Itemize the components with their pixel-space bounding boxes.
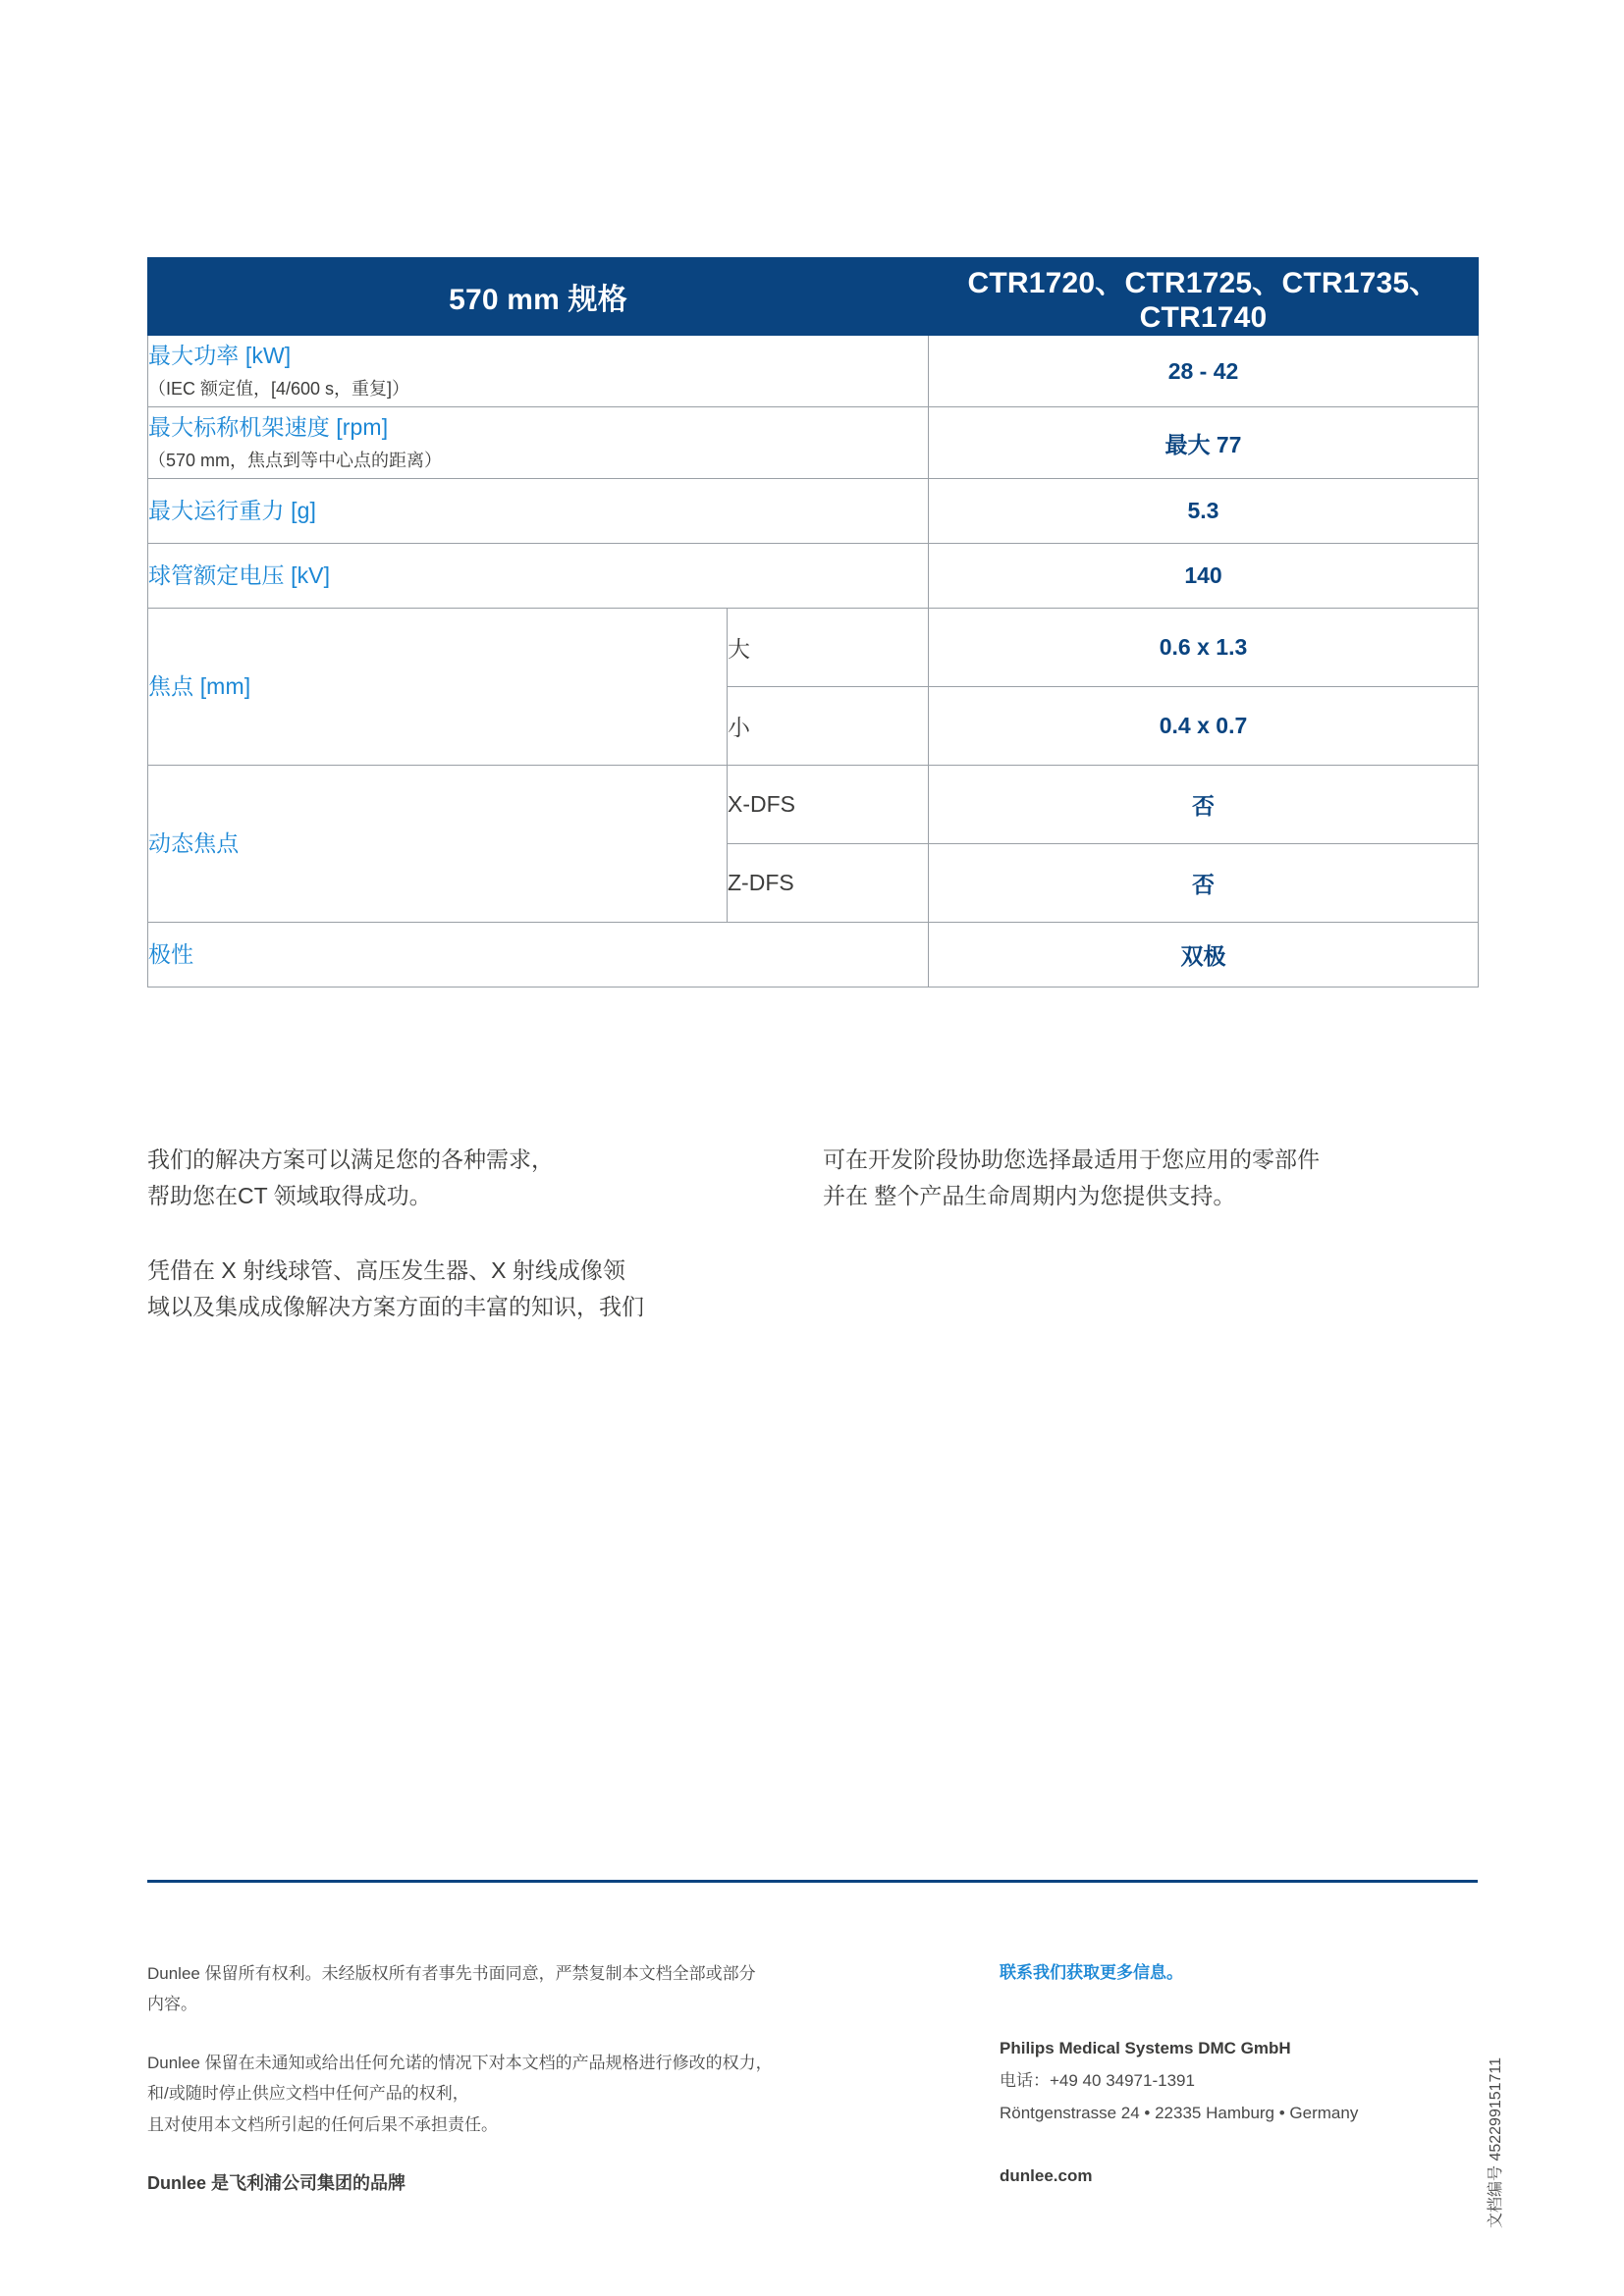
row-label: 球管额定电压 [kV] xyxy=(148,561,331,588)
table-row xyxy=(148,544,1479,609)
body-paragraph: 我们的解决方案可以满足您的各种需求， 帮助您在CT 领域取得成功。 xyxy=(147,1147,554,1209)
body-column-left xyxy=(147,1142,776,1325)
subrow-label: 大 xyxy=(728,609,929,687)
row-label-cell xyxy=(148,479,929,544)
table-row xyxy=(148,407,1479,479)
website-link[interactable]: dunlee.com xyxy=(1000,2165,1093,2185)
row-value: 5.3 xyxy=(929,479,1479,544)
row-sublabel: （IEC 额定值，[4/600 s，重复]） xyxy=(148,378,410,399)
row-value: 最大 77 xyxy=(929,407,1479,479)
address: Röntgenstrasse 24 • 22335 Hamburg • Germany xyxy=(1000,2104,1359,2123)
footer-contact xyxy=(1000,1956,1471,2192)
footer-divider xyxy=(147,1880,1478,1883)
specification-table xyxy=(147,257,1479,988)
contact-heading: 联系我们获取更多信息。 xyxy=(1000,1963,1183,1982)
row-label: 极性 xyxy=(148,940,194,967)
row-label-cell xyxy=(148,923,929,988)
row-label-cell xyxy=(148,336,929,407)
company-name: Philips Medical Systems DMC GmbH xyxy=(1000,2039,1291,2058)
phone-number: 电话：+49 40 34971-1391 xyxy=(1000,2071,1195,2091)
table-row xyxy=(148,336,1479,407)
header-label-column: 570 mm 规格 xyxy=(148,258,929,336)
brand-statement: Dunlee 是飞利浦公司集团的品牌 xyxy=(147,2173,406,2194)
legal-paragraph: Dunlee 保留所有权利。未经版权所有者事先书面同意，严禁复制本文档全部或部分 内容。 xyxy=(147,1964,756,2014)
subrow-label: X-DFS xyxy=(728,766,929,844)
subrow-value: 0.4 x 0.7 xyxy=(929,687,1479,766)
header-value-column: CTR1720、CTR1725、CTR1735、CTR1740 xyxy=(929,258,1479,336)
row-label-cell xyxy=(148,544,929,609)
row-label: 最大功率 [kW] xyxy=(148,343,292,369)
body-column-right xyxy=(823,1142,1461,1215)
subrow-value: 否 xyxy=(929,766,1479,844)
subrow-label: 小 xyxy=(728,687,929,766)
group-label: 焦点 [mm] xyxy=(148,672,251,699)
table-row xyxy=(148,609,1479,687)
subrow-value: 0.6 x 1.3 xyxy=(929,609,1479,687)
row-label-cell xyxy=(148,407,929,479)
table-row xyxy=(148,923,1479,988)
group-label: 动态焦点 xyxy=(148,829,240,856)
row-value: 140 xyxy=(929,544,1479,609)
subrow-value: 否 xyxy=(929,844,1479,923)
group-label-cell xyxy=(148,766,728,923)
table-row xyxy=(148,766,1479,844)
legal-paragraph: Dunlee 保留在未通知或给出任何允诺的情况下对本文档的产品规格进行修改的权力， 和/或随时停止供应文档中任何产品的权利， 且对使用本文档所引起的任何后果不承担责任。 xyxy=(147,2053,773,2134)
subrow-label: Z-DFS xyxy=(728,844,929,923)
body-paragraph: 凭借在 X 射线球管、高压发生器、X 射线成像领 域以及集成成像解决方案方面的丰富的知识，我们 xyxy=(147,1256,644,1319)
document-number-container xyxy=(1488,1944,1533,2228)
body-paragraph: 可在开发阶段协助您选择最适用于您应用的零部件 并在 整个产品生命周期内为您提供支持。 xyxy=(823,1147,1320,1209)
row-value: 双极 xyxy=(929,923,1479,988)
row-sublabel: （570 mm，焦点到等中心点的距离） xyxy=(148,450,443,470)
table-header-row xyxy=(148,258,1479,336)
group-label-cell xyxy=(148,609,728,766)
row-label: 最大运行重力 [g] xyxy=(148,497,316,523)
table-row xyxy=(148,479,1479,544)
footer-legal xyxy=(147,1958,864,2227)
row-value: 28 - 42 xyxy=(929,336,1479,407)
row-label: 最大标称机架速度 [rpm] xyxy=(148,414,389,441)
document-number: 文档编号 452299151711 xyxy=(1488,2056,1504,2228)
